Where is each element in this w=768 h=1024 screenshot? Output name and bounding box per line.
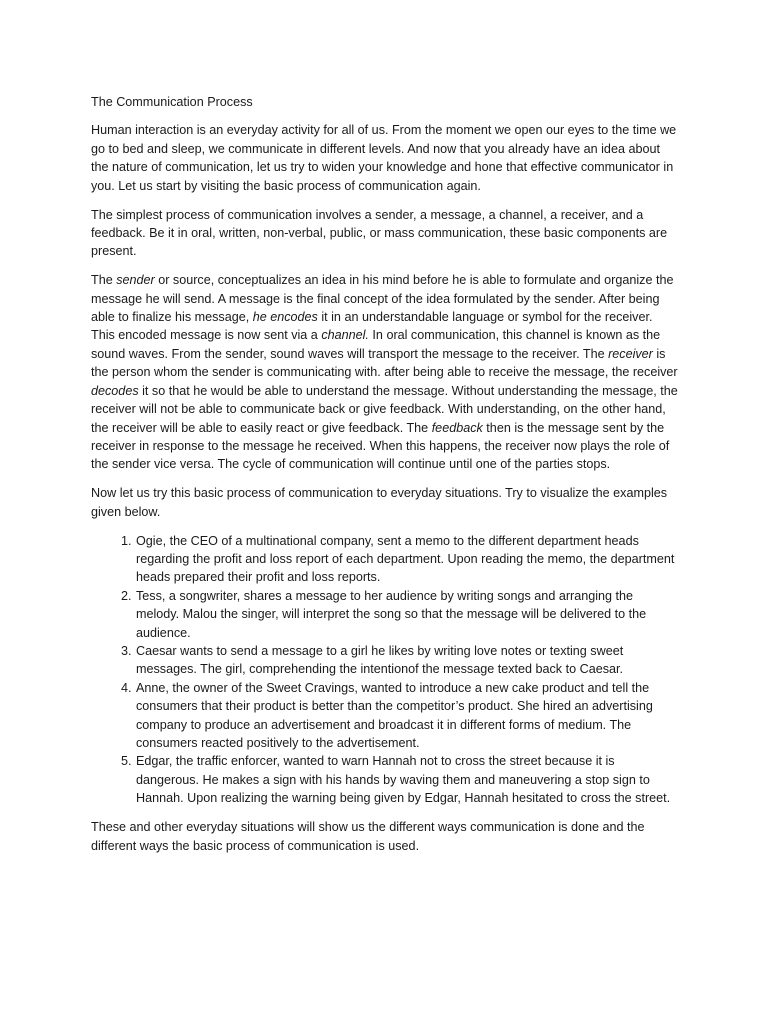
list-item: 1. Ogie, the CEO of a multinational company, sent a memo to the different department heads regarding the profit and loss report of each department. Upon reading the memo, the department heads prepared their profit and loss reports.: [135, 532, 679, 587]
process-description-paragraph: [91, 271, 679, 473]
list-item: 3. Caesar wants to send a message to a girl he likes by writing love notes or texting sweet messages. The girl, comprehending the intentionof the message texted back to Caesar.: [135, 642, 679, 679]
term-decodes: decodes: [91, 383, 139, 398]
process-text-4: In oral communication, this channel is known as the sound waves. From the sender, sound waves will transport the message to the receiver. The: [91, 328, 661, 361]
process-text-3: it in an understandable language or symbol for the receiver. This encoded message is now sent via a: [91, 310, 653, 343]
term-feedback: feedback: [431, 420, 483, 435]
term-receiver: receiver: [608, 346, 653, 361]
term-channel: channel.: [321, 328, 369, 343]
list-item: 2. Tess, a songwriter, shares a message to her audience by writing songs and arranging the melody. Malou the singer, will interpret the song so that the message will be delivered to the audience.: [135, 587, 679, 642]
examples-intro-paragraph: Now let us try this basic process of communication to everyday situations. Try to visualize the examples given below.: [91, 486, 668, 519]
process-text-7: then is the message sent by the receiver in response to the message he received. When this happens, the receiver now plays the role of the sender vice versa. The cycle of communication will continue until one of the parties stops.: [91, 420, 670, 472]
intro-paragraph: Human interaction is an everyday activity for all of us. From the moment we open our eyes to the time we go to bed and sleep, we communicate in different levels. And now that you already have an idea about the nature of communication, let us try to widen your knowledge and hone that effective communicator in you. Let us start by visiting the basic process of communication again.: [91, 123, 677, 193]
list-item: 4. Anne, the owner of the Sweet Cravings, wanted to introduce a new cake product and tell the consumers that their product is better than the competitor’s product. She hired an advertising company to produce an advertisement and broadcast it in different forms of medium. The consumers reacted positively to the advertisement.: [135, 679, 679, 753]
process-text-1: The: [91, 273, 117, 288]
examples-list: [91, 532, 679, 808]
process-text-5: is the person whom the sender is communicating with. after being able to receive the message, the receiver: [91, 346, 678, 380]
process-text-2: or source, conceptualizes an idea in his mind before he is able to formulate and organize the message he will send. A message is the final concept of the idea formulated by the sender. After being able to finalize his message,: [91, 273, 674, 325]
term-encodes: he encodes: [252, 310, 318, 325]
conclusion-paragraph: These and other everyday situations will show us the different ways communication is done and the different ways the basic process of communication is used.: [91, 820, 645, 853]
process-text-6: it so that he would be able to understand the message. Without understanding the message, the receiver will not be able to communicate back or give feedback. With understanding, on the other hand, the receiver will be able to easily react or give feedback. The: [91, 383, 678, 435]
term-sender: sender: [116, 273, 155, 288]
document-body: [91, 93, 679, 865]
list-item: 5. Edgar, the traffic enforcer, wanted to warn Hannah not to cross the street because it is dangerous. He makes a sign with his hands by waving them and maneuvering a stop sign to Hannah. Upon realizing the warning being given by Edgar, Hannah hesitated to cross the street.: [135, 752, 679, 807]
simplest-process-paragraph: The simplest process of communication involves a sender, a message, a channel, a receiver, and a feedback. Be it in oral, written, non-verbal, public, or mass communication, these basic components are present.: [91, 207, 668, 259]
document-title: The Communication Process: [91, 95, 253, 109]
